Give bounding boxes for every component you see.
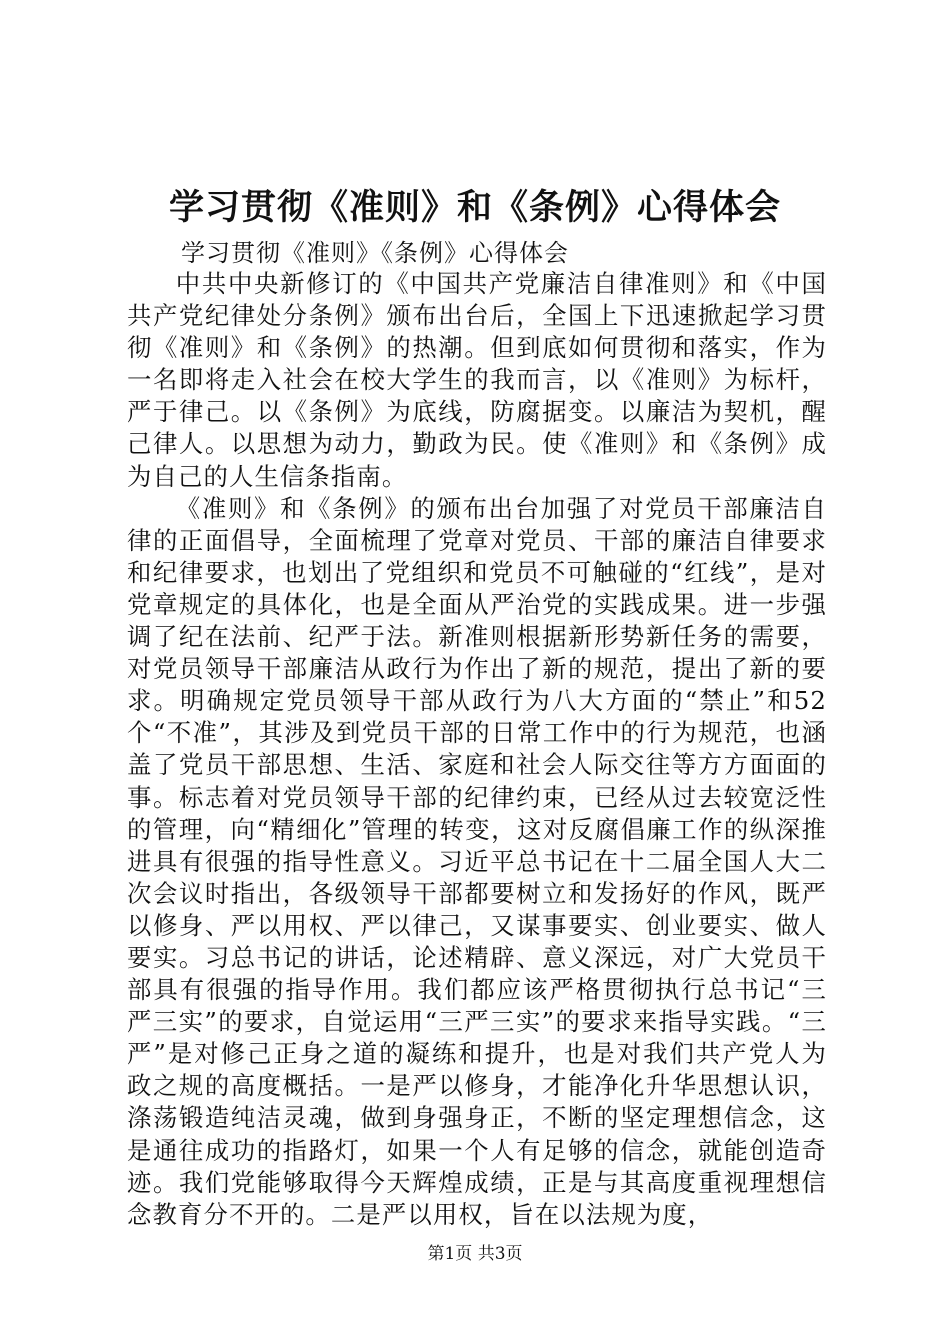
paragraph: 《准则》和《条例》的颁布出台加强了对党员干部廉洁自律的正面倡导，全面梳理了党章对党员、干部的廉洁自律要求和纪律要求，也划出了党组织和党员不可触碰的“红线”，是对党章规定的具体化，也是全面从严治党的实践成果。进一步强调了纪在法前、纪严于法。新准则根据新形势新任务的需要，对党员领导干部廉洁从政行为作出了新的规范，提出了新的要求。明确规定党员领导干部从政行为八大方面的“禁止”和52个“不准”，其涉及到党员干部的日常工作中的行为规范，也涵盖了党员干部思想、生活、家庭和社会人际交往等方方面面的事。标志着对党员领导干部的纪律约束，已经从过去较宽泛性的管理，向“精细化”管理的转变，这对反腐倡廉工作的纵深推进具有很强的指导性意义。习近平总书记在十二届全国人大二次会议时指出，各级领导干部都要树立和发扬好的作风，既严以修身、严以用权、严以律己，又谋事要实、创业要实、做人要实。习总书记的讲话，论述精辟、意义深远，对广大党员干部具有很强的指导作用。我们都应该严格贯彻执行总书记“三严三实”的要求，自觉运用“三严三实”的要求来指导实践。“三严”是对修己正身之道的凝练和提升，也是对我们共产党人为政之规的高度概括。一是严以修身，才能净化升华思想认识，涤荡锻造纯洁灵魂，做到身强身正，不断的坚定理想信念，这是通往成功的指路灯，如果一个人有足够的信念，就能创造奇迹。我们党能够取得今天辉煌成绩，正是与其高度重视理想信念教育分不开的。二是严以用权，旨在以法规为度，: [127, 493, 827, 1229]
paragraph: 中共中央新修订的《中国共产党廉洁自律准则》和《中国共产党纪律处分条例》颁布出台后，全国上下迅速掀起学习贯彻《准则》和《条例》的热潮。但到底如何贯彻和落实，作为一名即将走入社会在校大学生的我而言，以《准则》为标杆，严于律己。以《条例》为底线，防腐据变。以廉洁为契机，醒己律人。以思想为动力，勤政为民。使《准则》和《条例》成为自己的人生信条指南。: [127, 269, 827, 491]
document-body: [127, 268, 827, 1231]
document-title: 学习贯彻《准则》和《条例》心得体会: [168, 187, 781, 228]
document-subtitle: 学习贯彻《准则》《条例》心得体会: [181, 239, 569, 267]
page-footer: 第1页 共3页: [427, 1244, 523, 1264]
